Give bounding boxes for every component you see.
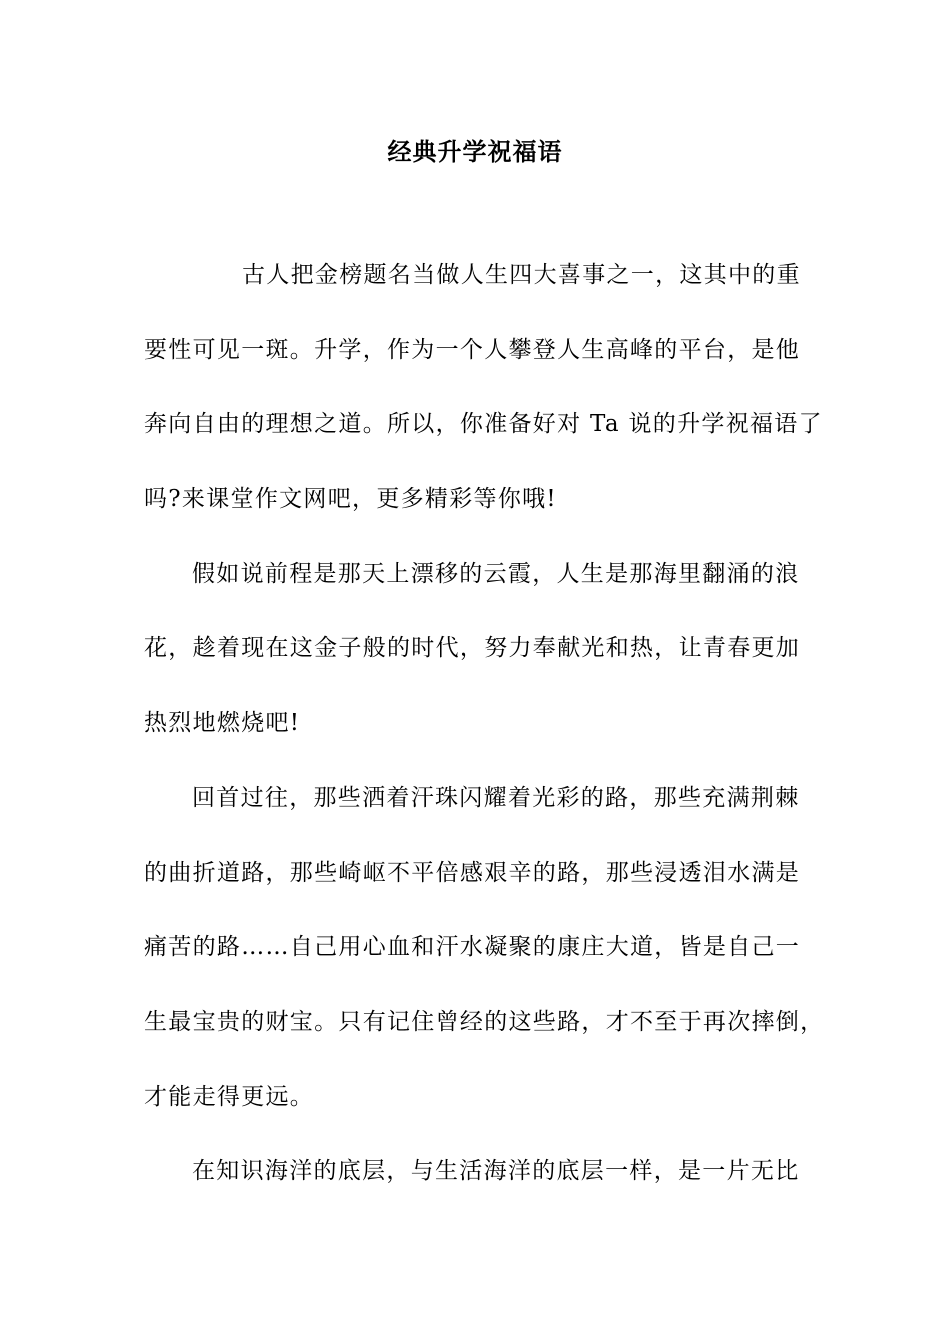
- paragraph-3-line-5: 才能走得更远。: [144, 1084, 315, 1110]
- paragraph-2-line-1: 假如说前程是那天上漂移的云霞，人生是那海里翻涌的浪: [192, 561, 800, 587]
- document-title: 经典升学祝福语: [387, 137, 563, 166]
- paragraph-3-line-4: 生最宝贵的财宝。只有记住曾经的这些路，才不至于再次摔倒，: [144, 1009, 825, 1035]
- paragraph-2-line-3: 热烈地燃烧吧!: [144, 710, 301, 736]
- paragraph-3-line-2: 的曲折道路，那些崎岖不平倍感艰辛的路，那些浸透泪水满是: [144, 860, 801, 886]
- paragraph-3-line-1: 回首过往，那些洒着汗珠闪耀着光彩的路，那些充满荆棘: [192, 785, 800, 811]
- paragraph-1-line-4: 吗?来课堂作文网吧，更多精彩等你哦!: [144, 486, 557, 512]
- paragraph-1-line-3: 奔向自由的理想之道。所以，你准备好对 Ta 说的升学祝福语了: [144, 411, 823, 437]
- paragraph-3-line-3: 痛苦的路……自己用心血和汗水凝聚的康庄大道，皆是自己一: [144, 934, 801, 960]
- paragraph-1-line-2: 要性可见一斑。升学，作为一个人攀登人生高峰的平台，是他: [144, 337, 801, 363]
- paragraph-1-line-1: 古人把金榜题名当做人生四大喜事之一，这其中的重: [242, 262, 801, 288]
- paragraph-4-line-1: 在知识海洋的底层，与生活海洋的底层一样，是一片无比: [192, 1158, 800, 1184]
- paragraph-2-line-2: 花，趁着现在这金子般的时代，努力奉献光和热，让青春更加: [144, 635, 801, 661]
